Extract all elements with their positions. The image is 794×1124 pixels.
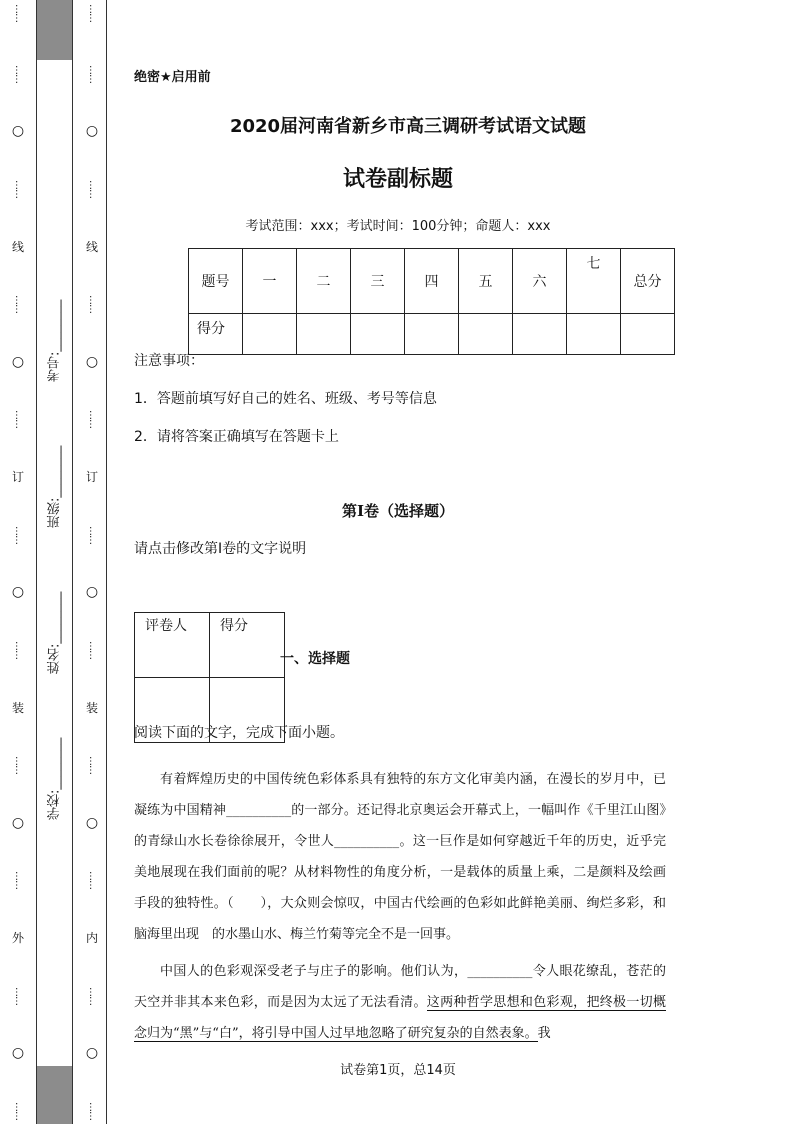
outer-label-ding: 订 <box>11 470 24 484</box>
score-row-label: 得分 <box>189 314 243 355</box>
grader-score-label: 得分 <box>210 613 285 678</box>
passage-paragraph-2 <box>134 956 666 1049</box>
notes-heading: 注意事项： <box>134 353 204 369</box>
exam-number-field[interactable]: 考号:________ <box>47 300 63 383</box>
reading-passage <box>134 764 666 1055</box>
inner-cut-line: …… …… ○ …… 线 …… ○ …… 订 …… ○ …… 装 …… ○ …… 内 …… ○ …… <box>85 4 99 1120</box>
score-header-cell: 一 <box>243 249 297 314</box>
score-input-cell[interactable] <box>243 314 297 355</box>
exam-info: 考试范围：xxx；考试时间：100分钟；命题人：xxx <box>245 219 551 234</box>
score-input-cell[interactable] <box>621 314 675 355</box>
outer-label-wai: 外 <box>11 931 24 945</box>
part1-title: 第I卷（选择题） <box>341 502 455 520</box>
outer-cut-line: …… …… ○ …… 线 …… ○ …… 订 …… ○ …… 装 …… ○ …… 外 …… ○ …… <box>11 4 25 1120</box>
section-heading: 一、选择题 <box>280 651 350 667</box>
score-header-cell: 七 <box>567 249 621 314</box>
exam-title: 2020届河南省新乡市高三调研考试语文试题 <box>229 116 587 137</box>
passage-p2-end: 我 <box>537 1026 551 1041</box>
inner-label-nei: 内 <box>85 931 98 945</box>
score-table <box>188 248 675 355</box>
gray-band-bottom <box>36 1066 72 1124</box>
passage-underlined-sentence: 这两种哲学思想和色彩观，把终极一切概念归为“黑”与“白”，将引导中国人过早地忽略了研究复杂的自然表象。 <box>134 995 666 1041</box>
page-edge-rule <box>106 0 107 1124</box>
score-header-cell: 题号 <box>189 249 243 314</box>
score-input-cell[interactable] <box>513 314 567 355</box>
part1-description[interactable]: 请点击修改第I卷的文字说明 <box>134 541 307 557</box>
score-header-cell: 总分 <box>621 249 675 314</box>
confidential-mark: 绝密★启用前 <box>134 70 211 85</box>
class-field[interactable]: 班级:________ <box>47 445 63 529</box>
student-info-fields <box>42 300 68 820</box>
score-input-cell[interactable] <box>405 314 459 355</box>
notes-block <box>134 352 437 466</box>
score-input-cell[interactable] <box>567 314 621 355</box>
passage-paragraph-1: 有着辉煌历史的中国传统色彩体系具有独特的东方文化审美内涵，在漫长的岁月中，已凝练为中国精神__________的一部分。还记得北京奥运会开幕式上，一幅叫作《千里江山图》的青绿山水长卷徐徐展开，令世人__________。这一巨作是如何穿越近千年的历史，近乎完美地展现在我们面前的呢？从材料物性的角度分析，一是载体的质量上乘，二是颜料及绘画手段的独特性。（ ），大众则会惊叹，中国古代绘画的色彩如此鲜艳美丽、绚烂多彩，和脑海里出现 的水墨山水、梅兰竹菊等完全不是一回事。 <box>134 772 666 942</box>
inner-label-xian: 线 <box>85 239 98 254</box>
exam-subtitle: 试卷副标题 <box>342 167 453 192</box>
inner-label-zhuang: 装 <box>85 700 98 715</box>
page-footer: 试卷第1页，总14页 <box>340 1063 456 1078</box>
score-header-cell: 三 <box>351 249 405 314</box>
binding-rule-left <box>36 0 37 1124</box>
passage-p2-start: 中国人的色彩观深受老子与庄子的影响。他们认为，__________令人眼花缭乱，苍茫的天空并非其本来色彩，而是因为太远了无法看清。 <box>134 964 666 1010</box>
reading-instruction: 阅读下面的文字，完成下面小题。 <box>134 725 344 741</box>
name-field[interactable]: 姓名:________ <box>47 591 63 675</box>
grader-label: 评卷人 <box>135 613 210 678</box>
score-header-cell: 五 <box>459 249 513 314</box>
gray-band-top <box>36 0 72 60</box>
binding-margin <box>0 0 108 1124</box>
score-header-cell: 二 <box>297 249 351 314</box>
score-input-cell[interactable] <box>297 314 351 355</box>
score-input-cell[interactable] <box>351 314 405 355</box>
binding-rule-right <box>72 0 73 1124</box>
school-field[interactable]: 学校:________ <box>47 737 63 820</box>
inner-label-ding: 订 <box>85 470 98 484</box>
score-header-cell: 六 <box>513 249 567 314</box>
outer-label-zhuang: 装 <box>11 700 24 715</box>
outer-label-xian: 线 <box>11 239 24 254</box>
notes-item: 1．答题前填写好自己的姓名、班级、考号等信息 <box>134 391 437 407</box>
score-input-cell[interactable] <box>459 314 513 355</box>
score-header-cell: 四 <box>405 249 459 314</box>
notes-item: 2．请将答案正确填写在答题卡上 <box>134 429 339 445</box>
